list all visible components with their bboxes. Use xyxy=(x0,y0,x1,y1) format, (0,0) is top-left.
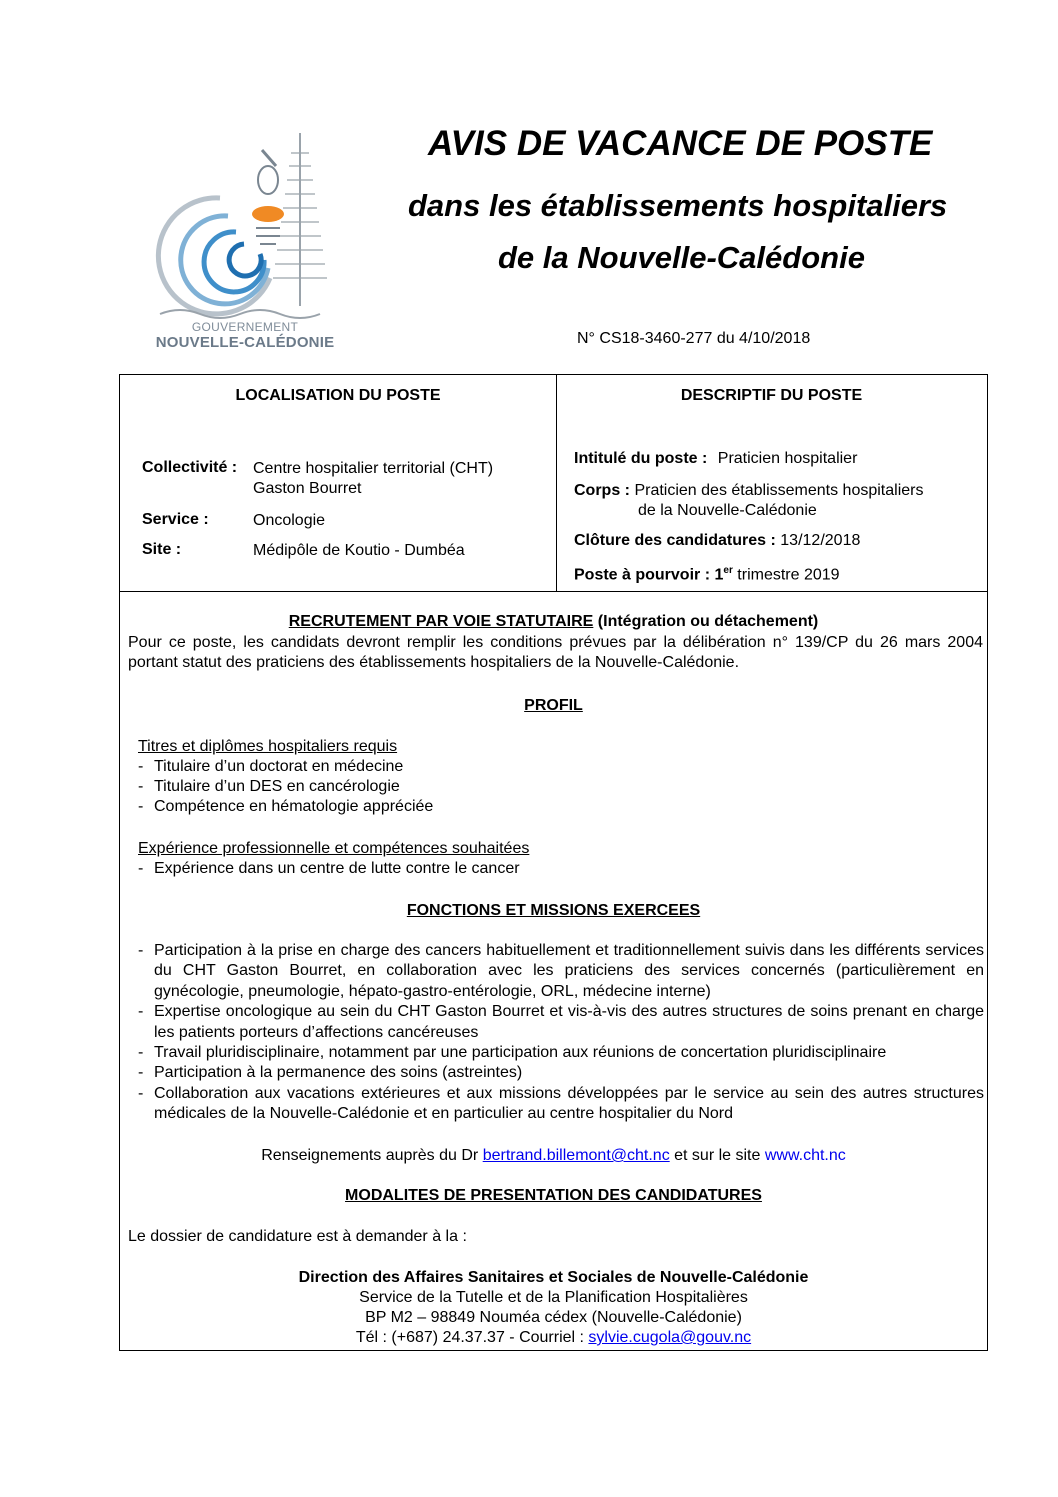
poste-label: Poste à pourvoir : xyxy=(574,566,711,584)
page-subtitle-line1: dans les établissements hospitaliers xyxy=(408,188,948,223)
logo-caption-territory: NOUVELLE-CALÉDONIE xyxy=(155,334,335,351)
list-item: - Expérience dans un centre de lutte contre le cancer xyxy=(130,859,520,879)
cloture-label: Clôture des candidatures : xyxy=(574,532,776,549)
fonctions-heading-row xyxy=(120,901,987,921)
page-subtitle-line2: de la Nouvelle-Calédonie xyxy=(498,240,865,275)
reference-number: N° CS18-3460-277 du 4/10/2018 xyxy=(577,330,811,347)
post-summary-table xyxy=(119,374,988,592)
profil-heading: PROFIL xyxy=(524,697,583,714)
renseignements-prefix: Renseignements auprès du Dr xyxy=(261,1147,479,1164)
list-item: - Participation à la prise en charge des cancers habituellement et traditionnellement suivis dans les différents services du CHT Gaston Bourret, en collaboration avec les praticiens des services concernés (particulièrement en gynécologie, pneumologie, hépato-gastro-entérologie, ORL, médecine interne) xyxy=(130,941,984,1002)
modalites-intro: Le dossier de candidature est à demander à la : xyxy=(128,1228,467,1245)
intitule-label: Intitulé du poste : xyxy=(574,450,708,467)
page-title: AVIS DE VACANCE DE POSTE xyxy=(428,124,933,163)
poste-value-number: 1 xyxy=(714,566,724,584)
cloture-value: 13/12/2018 xyxy=(780,532,861,549)
list-item: - Collaboration aux vacations extérieures et aux missions développées par le service au sein des autres structures médicales de la Nouvelle-Calédonie et en particulier au centre hospitalier du Nord xyxy=(130,1084,984,1125)
collectivite-label: Collectivité : xyxy=(142,459,238,476)
poste-value-rest: trimestre 2019 xyxy=(737,566,840,584)
corps-value-line1: Praticien des établissements hospitaliers xyxy=(634,482,924,499)
list-item: - Titulaire d’un DES en cancérologie xyxy=(130,777,433,797)
contact-email-link[interactable]: bertrand.billemont@cht.nc xyxy=(482,1147,670,1164)
collectivite-value-line1: Centre hospitalier territorial (CHT) xyxy=(253,460,494,477)
modalites-heading-row xyxy=(120,1186,987,1206)
government-logo xyxy=(150,128,340,353)
modalites-heading: MODALITES DE PRESENTATION DES CANDIDATURES xyxy=(345,1187,762,1204)
list-item: - Compétence en hématologie appréciée xyxy=(130,797,433,817)
organisation-contact xyxy=(120,1328,987,1348)
nautilus-emblem-icon xyxy=(150,128,340,323)
service-value: Oncologie xyxy=(253,512,326,529)
website-link[interactable]: www.cht.nc xyxy=(764,1147,846,1164)
organisation-name: Direction des Affaires Sanitaires et Sociales de Nouvelle-Calédonie xyxy=(298,1269,809,1286)
logo-caption-government: GOUVERNEMENT xyxy=(191,320,299,334)
recrutement-heading-suffix: (Intégration ou détachement) xyxy=(597,613,819,630)
intitule-row xyxy=(574,449,857,469)
list-item: - Participation à la permanence des soins (astreintes) xyxy=(130,1063,984,1083)
experience-heading: Expérience professionnelle et compétences souhaitées xyxy=(138,840,530,857)
localisation-heading: LOCALISATION DU POSTE xyxy=(235,387,441,404)
titres-list xyxy=(130,757,433,817)
corps-value-line2: de la Nouvelle-Calédonie xyxy=(638,502,817,519)
recrutement-heading: RECRUTEMENT PAR VOIE STATUTAIRE xyxy=(288,613,594,630)
post-details-box xyxy=(119,591,988,1351)
list-item: - Travail pluridisciplinaire, notamment par une participation aux réunions de concertation pluridisciplinaire xyxy=(130,1043,984,1063)
descriptif-heading: DESCRIPTIF DU POSTE xyxy=(680,387,863,404)
experience-list xyxy=(130,859,520,879)
poste-row xyxy=(574,561,840,585)
renseignements-middle: et sur le site xyxy=(674,1147,761,1164)
corps-label: Corps : xyxy=(574,482,630,499)
renseignements-row xyxy=(120,1146,987,1166)
organisation-email-link[interactable]: sylvie.cugola@gouv.nc xyxy=(588,1329,752,1346)
titres-heading: Titres et diplômes hospitaliers requis xyxy=(138,738,398,755)
intitule-value: Praticien hospitalier xyxy=(717,450,858,467)
fonctions-list xyxy=(130,941,984,1125)
contact-prefix: Tél : (+687) 24.37.37 - Courriel : xyxy=(355,1329,584,1346)
column-divider xyxy=(556,375,557,591)
site-label: Site : xyxy=(142,541,182,558)
poste-value-superscript: er xyxy=(723,565,733,576)
organisation-address: BP M2 – 98849 Nouméa cédex (Nouvelle-Calédonie) xyxy=(365,1309,742,1326)
collectivite-value-line2: Gaston Bourret xyxy=(253,480,362,497)
recrutement-text: Pour ce poste, les candidats devront remplir les conditions prévues par la délibération n° 139/CP du 26 mars 2004 portant statut des praticiens des établissements hospitaliers de la Nouvelle-Calédonie. xyxy=(128,634,983,672)
profil-heading-row xyxy=(120,696,987,716)
list-item: - Titulaire d’un doctorat en médecine xyxy=(130,757,433,777)
cloture-row xyxy=(574,531,860,551)
corps-row xyxy=(574,481,923,501)
list-item: - Expertise oncologique au sein du CHT Gaston Bourret et vis-à-vis des autres structures de soins prenant en charge les patients porteurs d’affections cancéreuses xyxy=(130,1002,984,1043)
site-value: Médipôle de Koutio - Dumbéa xyxy=(253,542,465,559)
fonctions-heading: FONCTIONS ET MISSIONS EXERCEES xyxy=(406,902,701,919)
service-label: Service : xyxy=(142,511,209,528)
organisation-service: Service de la Tutelle et de la Planification Hospitalières xyxy=(359,1289,748,1306)
recrutement-heading-row xyxy=(120,612,987,632)
